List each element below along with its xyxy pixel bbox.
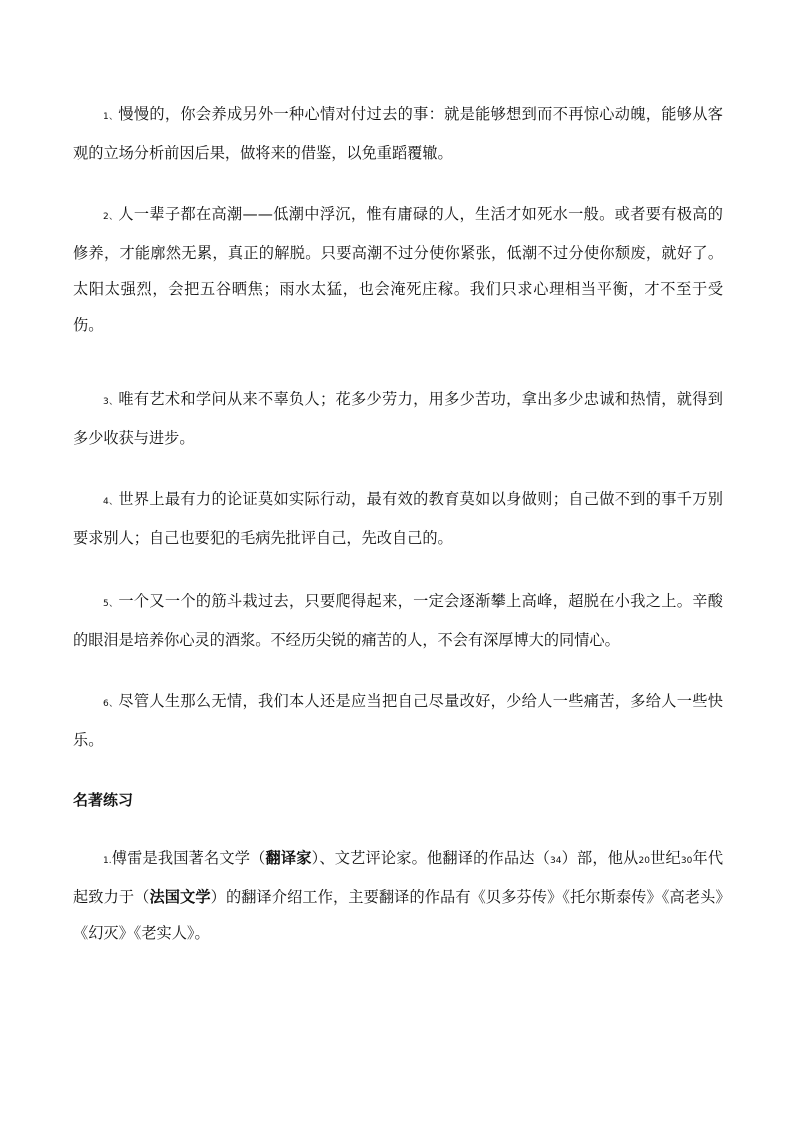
exercise-text: 年代起致力于（ <box>73 849 724 906</box>
answer-text: 法国文学 <box>149 888 211 906</box>
item-number: 4、 <box>103 497 119 507</box>
exercise-text: ）、文艺评论家。他翻译的作品达（ <box>311 849 550 867</box>
quote-paragraph-5 <box>73 583 723 658</box>
item-number: 1. <box>103 856 112 866</box>
quote-text: 尽管人生那么无情，我们本人还是应当把自己尽量改好，少给人一些痛苦，多给人一些快乐。 <box>73 692 723 749</box>
item-number: 3、 <box>103 397 119 407</box>
exercise-text: 傅雷是我国著名文学（ <box>111 849 266 867</box>
exercise-text: ）的翻译介绍工作，主要翻译的作品有《贝多芬传》《托尔斯泰传》《高老头》《幻灭》《老实人》。 <box>73 888 724 942</box>
quote-paragraph-1 <box>73 96 723 171</box>
quote-paragraph-3 <box>73 381 723 456</box>
quote-text: 人一辈子都在高潮——低潮中浮沉，惟有庸碌的人，生活才如死水一般。或者要有极高的修养，才能廓然无累，真正的解脱。只要高潮不过分使你紧张，低潮不过分使你颓废，就好了。太阳太强烈，会把五谷晒焦；雨水太猛，也会淹死庄稼。我们只求心理相当平衡，才不至于受伤。 <box>73 205 723 334</box>
item-number: 2、 <box>103 212 119 222</box>
quote-text: 唯有艺术和学问从来不辜负人；花多少劳力，用多少苦功，拿出多少忠诚和热情，就得到多少收获与进步。 <box>73 390 723 447</box>
quote-paragraph-4 <box>73 481 723 556</box>
answer-text: 翻译家 <box>265 849 312 867</box>
section-heading: 名著练习 <box>73 791 134 809</box>
item-number: 5、 <box>103 599 119 609</box>
answer-number: 34 <box>549 856 562 866</box>
quote-text: 一个又一个的筋斗栽过去，只要爬得起来，一定会逐渐攀上高峰，超脱在小我之上。辛酸的眼泪是培养你心灵的酒浆。不经历尖锐的痛苦的人，不会有深厚博大的同情心。 <box>73 592 723 649</box>
item-number: 6、 <box>103 699 119 709</box>
decade-number: 30 <box>680 856 693 866</box>
exercise-text: ）部，他从 <box>561 849 639 867</box>
quote-text: 慢慢的，你会养成另外一种心情对付过去的事：就是能够想到而不再惊心动魄，能够从客观的立场分析前因后果，做将来的借鉴，以免重蹈覆辙。 <box>73 105 723 162</box>
exercise-paragraph <box>73 840 723 951</box>
exercise-text: 世纪 <box>649 849 681 867</box>
item-number: 1、 <box>103 112 119 122</box>
century-number: 20 <box>638 856 650 866</box>
quote-paragraph-6 <box>73 683 723 758</box>
quote-paragraph-2 <box>73 196 723 343</box>
quote-text: 世界上最有力的论证莫如实际行动，最有效的教育莫如以身做则；自己做不到的事千万别要求别人；自己也要犯的毛病先批评自己，先改自己的。 <box>73 490 723 547</box>
